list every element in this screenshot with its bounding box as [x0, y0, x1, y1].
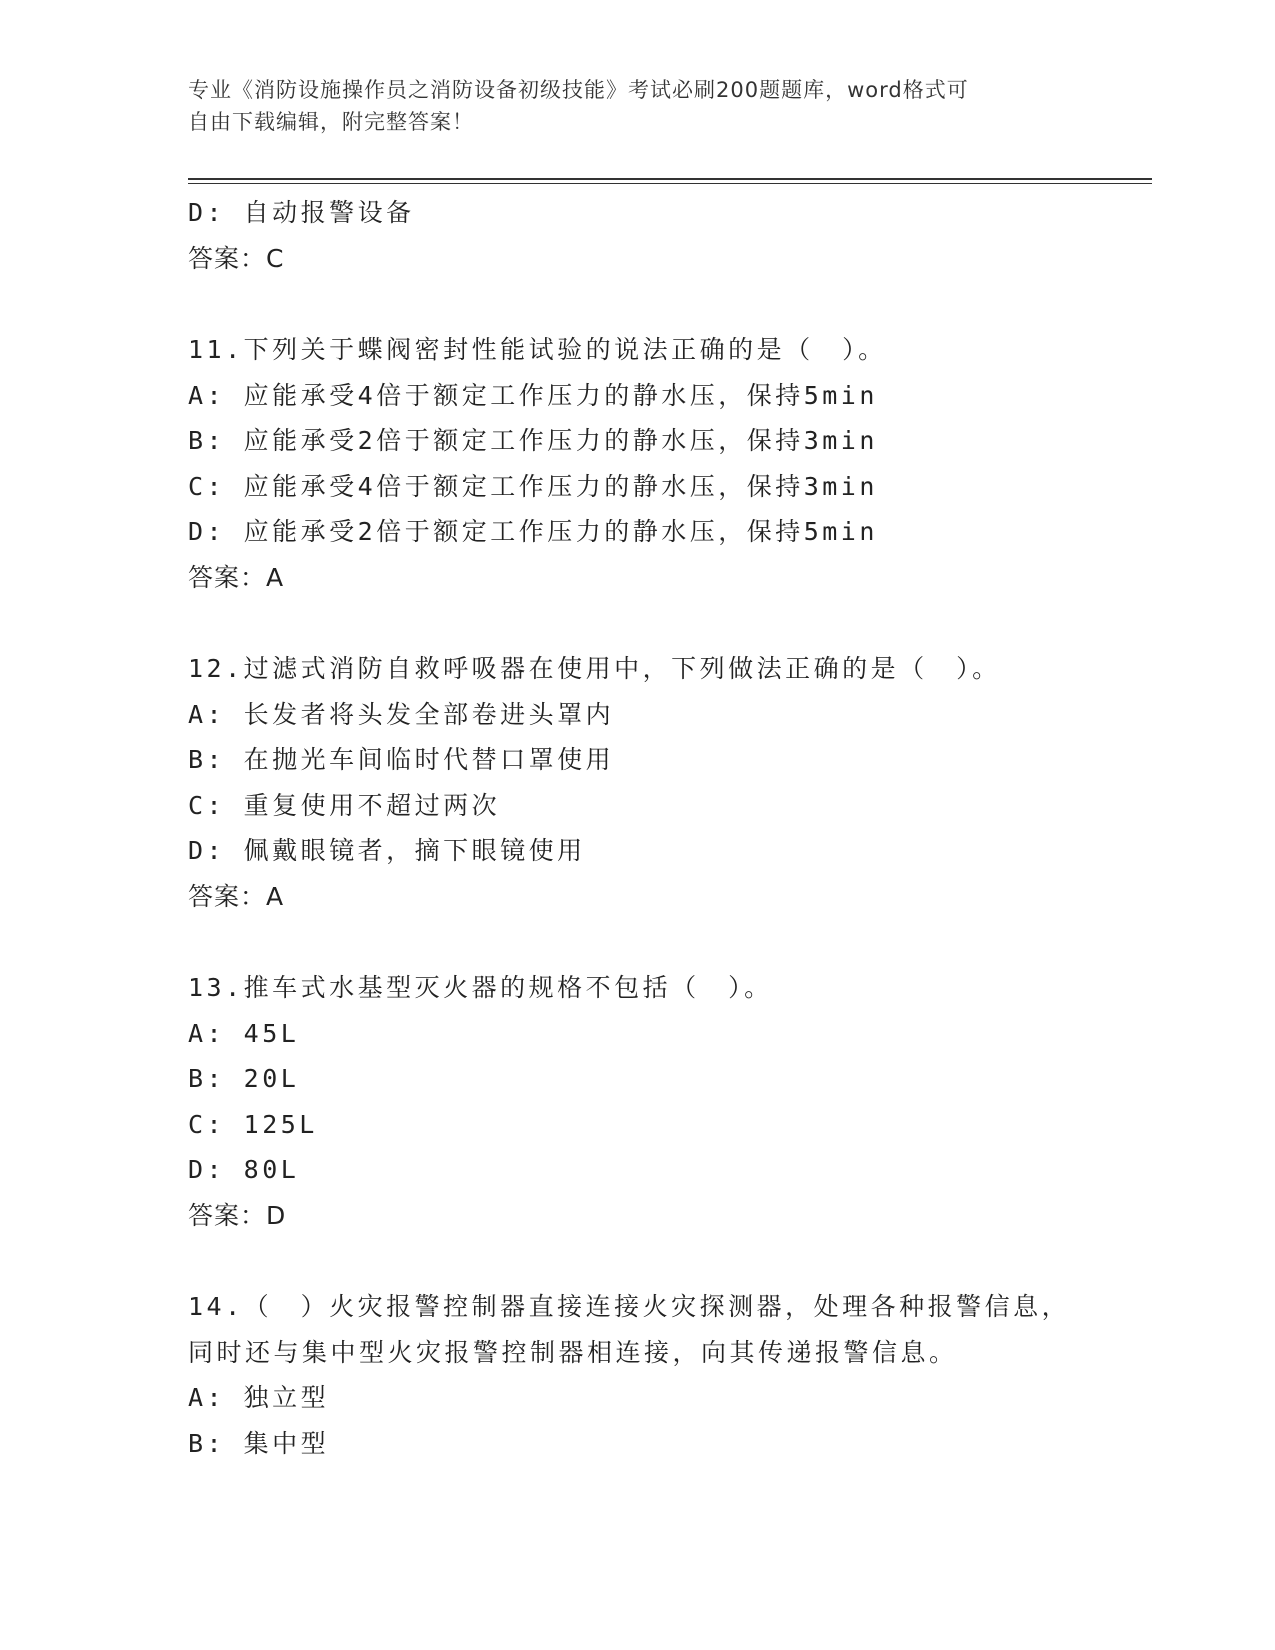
question-list	[188, 190, 1148, 1466]
spacer	[188, 281, 1148, 327]
option-b: B: 20L	[188, 1064, 300, 1093]
option-b: B: 在抛光车间临时代替口罩使用	[188, 745, 615, 774]
answer-line: 答案：A	[188, 881, 285, 911]
option-d: D: 80L	[188, 1155, 300, 1184]
carryover-block	[188, 190, 1148, 281]
header-line-2: 自由下载编辑，附完整答案！	[188, 110, 474, 134]
option-c: C: 重复使用不超过两次	[188, 790, 501, 820]
option-a: A: 独立型	[188, 1383, 330, 1412]
answer-line: 答案：D	[188, 1200, 287, 1230]
spacer	[188, 919, 1148, 965]
option-a: A: 45L	[188, 1018, 300, 1048]
question-14	[188, 1284, 1148, 1466]
option-d: D: 佩戴眼镜者，摘下眼镜使用	[188, 836, 586, 865]
question-stem: 14.（ ）火灾报警控制器直接连接火灾探测器，处理各种报警信息，	[188, 1292, 1071, 1321]
option-d: D: 自动报警设备	[188, 198, 415, 227]
option-a: A: 长发者将头发全部卷进头罩内	[188, 699, 615, 729]
spacer	[188, 1238, 1148, 1284]
spacer	[188, 600, 1148, 646]
answer-line: 答案：C	[188, 243, 285, 273]
option-d: D: 应能承受2倍于额定工作压力的静水压，保持5min	[188, 517, 878, 546]
header-divider-thick	[188, 178, 1152, 180]
question-stem: 12.过滤式消防自救呼吸器在使用中，下列做法正确的是（ ）。	[188, 654, 1001, 683]
question-12	[188, 646, 1148, 919]
option-c: C: 125L	[188, 1109, 318, 1139]
header-divider-thin	[188, 183, 1152, 184]
question-13	[188, 965, 1148, 1238]
header-line-1: 专业《消防设施操作员之消防设备初级技能》考试必刷200题题库，word格式可	[188, 78, 969, 102]
answer-line: 答案：A	[188, 562, 285, 592]
question-11	[188, 327, 1148, 600]
question-stem: 13.推车式水基型灭火器的规格不包括（ ）。	[188, 973, 773, 1002]
option-b: B: 集中型	[188, 1428, 330, 1458]
option-b: B: 应能承受2倍于额定工作压力的静水压，保持3min	[188, 426, 878, 455]
question-stem: 11.下列关于蝶阀密封性能试验的说法正确的是（ ）。	[188, 335, 887, 364]
option-c: C: 应能承受4倍于额定工作压力的静水压，保持3min	[188, 471, 878, 501]
question-stem-continued: 同时还与集中型火灾报警控制器相连接，向其传递报警信息。	[188, 1337, 958, 1367]
document-header	[188, 74, 1088, 138]
option-a: A: 应能承受4倍于额定工作压力的静水压，保持5min	[188, 380, 878, 410]
